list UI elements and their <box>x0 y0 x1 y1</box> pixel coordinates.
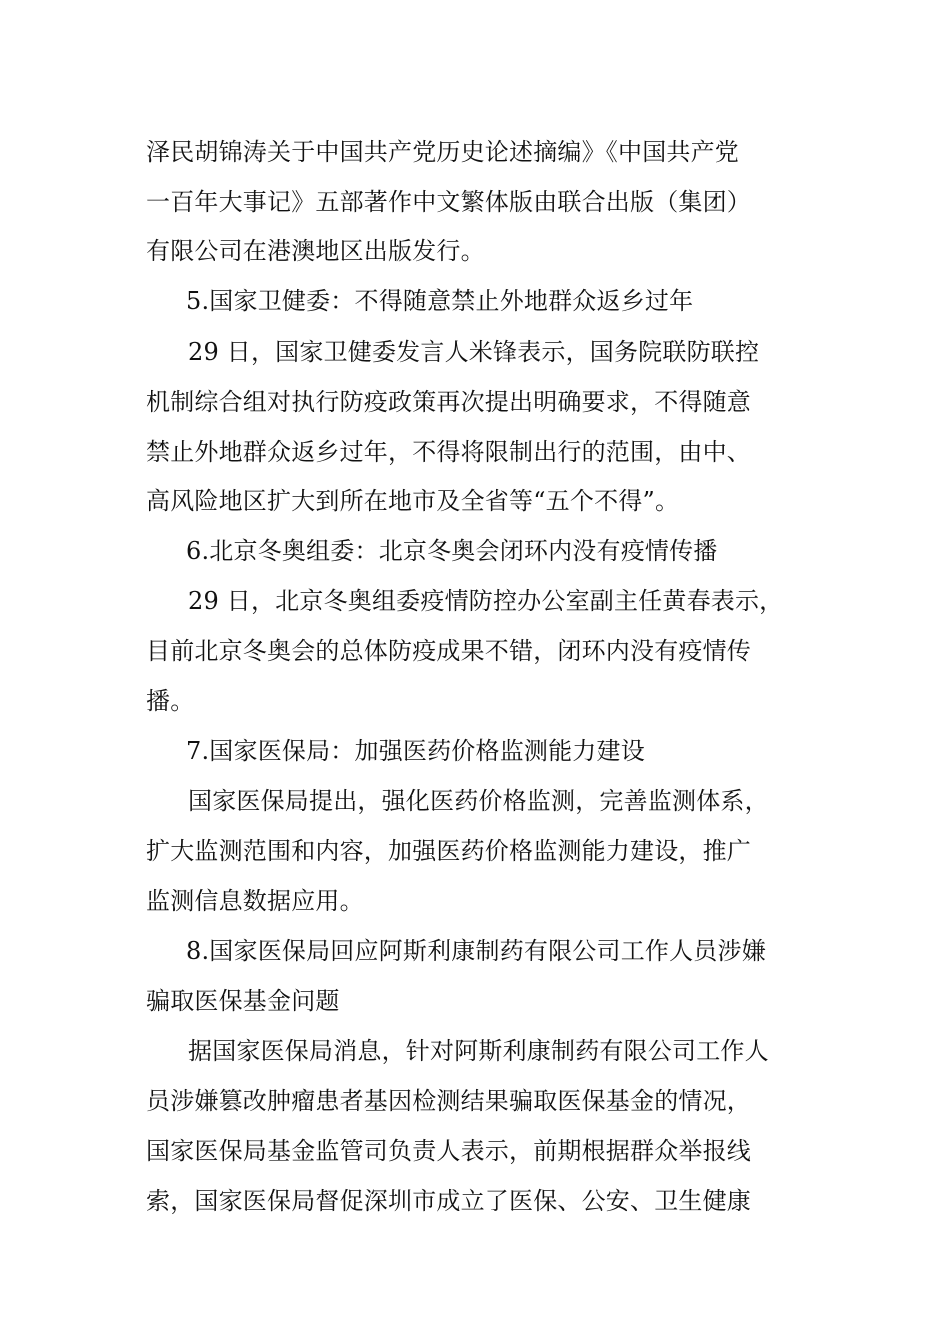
section-heading-5: 5.国家卫健委：不得随意禁止外地群众返乡过年 <box>186 287 694 315</box>
paragraph-text-line: 员涉嫌篡改肿瘤患者基因检测结果骗取医保基金的情况， <box>146 1087 751 1115</box>
paragraph-text-line: 扩大监测范围和内容，加强医药价格监测能力建设，推广 <box>146 837 751 865</box>
paragraph-text-line: 29 日，国家卫健委发言人米锋表示，国务院联防联控 <box>188 338 760 366</box>
section-heading-7: 7.国家医保局：加强医药价格监测能力建设 <box>186 737 645 765</box>
paragraph-text-line: 有限公司在港澳地区出版发行。 <box>146 237 485 265</box>
paragraph-text-line: 索，国家医保局督促深圳市成立了医保、公安、卫生健康 <box>146 1187 751 1215</box>
paragraph-text-line: 禁止外地群众返乡过年，不得将限制出行的范围，由中、 <box>146 438 751 466</box>
section-heading-8: 8.国家医保局回应阿斯利康制药有限公司工作人员涉嫌 <box>186 937 766 965</box>
paragraph-text-line: 据国家医保局消息，针对阿斯利康制药有限公司工作人 <box>188 1037 769 1065</box>
paragraph-text-line: 高风险地区扩大到所在地市及全省等“五个不得”。 <box>146 487 680 515</box>
paragraph-text-line: 播。 <box>146 687 195 715</box>
paragraph-text-line: 机制综合组对执行防疫政策再次提出明确要求，不得随意 <box>146 388 751 416</box>
paragraph-text-line: 泽民胡锦涛关于中国共产党历史论述摘编》《中国共产党 <box>146 138 739 166</box>
paragraph-text-line: 29 日，北京冬奥组委疫情防控办公室副主任黄春表示， <box>188 587 784 615</box>
paragraph-text-line: 国家医保局提出，强化医药价格监测，完善监测体系， <box>188 787 769 815</box>
paragraph-text-line: 一百年大事记》五部著作中文繁体版由联合出版（集团） <box>146 188 751 216</box>
paragraph-text-line: 目前北京冬奥会的总体防疫成果不错，闭环内没有疫情传 <box>146 637 751 665</box>
section-heading-8-continued: 骗取医保基金问题 <box>146 987 340 1015</box>
paragraph-text-line: 国家医保局基金监管司负责人表示，前期根据群众举报线 <box>146 1137 751 1165</box>
paragraph-text-line: 监测信息数据应用。 <box>146 887 364 915</box>
section-heading-6: 6.北京冬奥组委：北京冬奥会闭环内没有疫情传播 <box>186 537 718 565</box>
